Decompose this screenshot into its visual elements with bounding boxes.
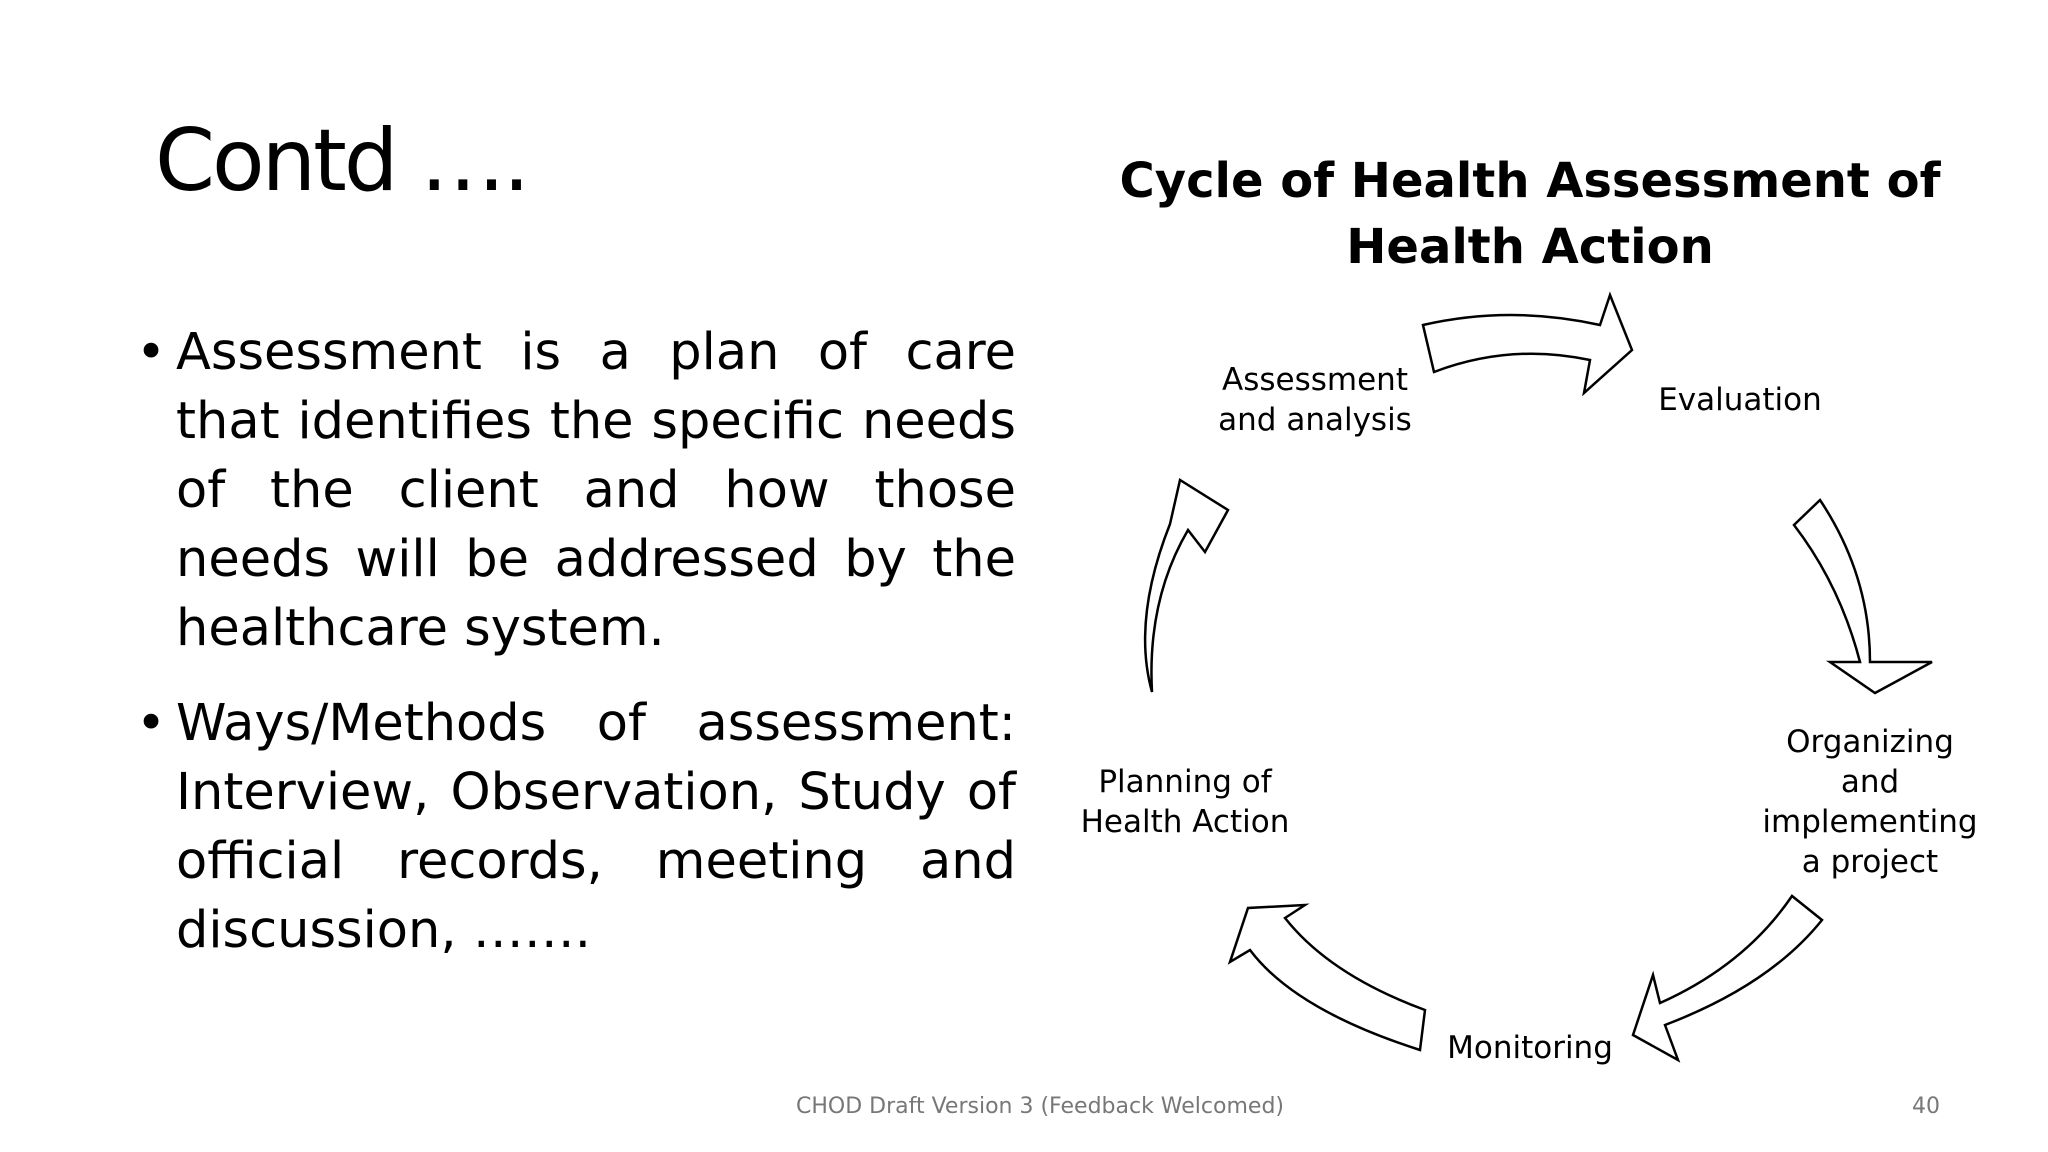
bullet-dot: • — [136, 694, 167, 753]
arrow-assessment-to-evaluation — [1423, 295, 1632, 393]
footer-text: CHOD Draft Version 3 (Feedback Welcomed) — [795, 1094, 1284, 1119]
bullet-dot: • — [136, 323, 167, 382]
stage-organizing-line1: Organizing — [1786, 724, 1954, 760]
arrow-evaluation-to-organizing — [1794, 500, 1932, 693]
stage-organizing-line2: and — [1840, 764, 1900, 800]
stage-planning — [1075, 762, 1295, 842]
stage-planning-line2: Health Action — [1080, 804, 1290, 840]
stage-evaluation — [1640, 380, 1840, 420]
stage-organizing-line3: implementing — [1762, 804, 1978, 840]
stage-assessment-line1: Assessment — [1222, 362, 1408, 398]
diagram-title: Cycle of Health Assessment of Health Action — [1119, 153, 1941, 275]
stage-planning-line1: Planning of — [1098, 764, 1272, 800]
bullet-text: Assessment is a plan of care that identifies the specific needs of the client and how those needs will be addressed by the healthcare system. — [176, 323, 1016, 658]
stage-monitoring-label: Monitoring — [1447, 1030, 1613, 1066]
bullet-text: Ways/Methods of assessment: Interview, Observation, Study of official records, meeting and discussion, ……. — [176, 694, 1016, 960]
stage-monitoring — [1430, 1028, 1630, 1068]
arrow-planning-to-assessment — [1145, 480, 1228, 692]
stage-organizing-line4: a project — [1801, 844, 1939, 880]
stage-evaluation-label: Evaluation — [1658, 382, 1822, 418]
page-number: 40 — [1912, 1094, 1940, 1119]
slide-title: Contd …. — [155, 111, 528, 211]
stage-organizing — [1760, 722, 1980, 882]
stage-assessment — [1210, 360, 1420, 440]
stage-assessment-line2: and analysis — [1218, 402, 1412, 438]
arrow-monitoring-to-planning — [1230, 905, 1425, 1050]
arrow-organizing-to-monitoring — [1633, 896, 1822, 1060]
